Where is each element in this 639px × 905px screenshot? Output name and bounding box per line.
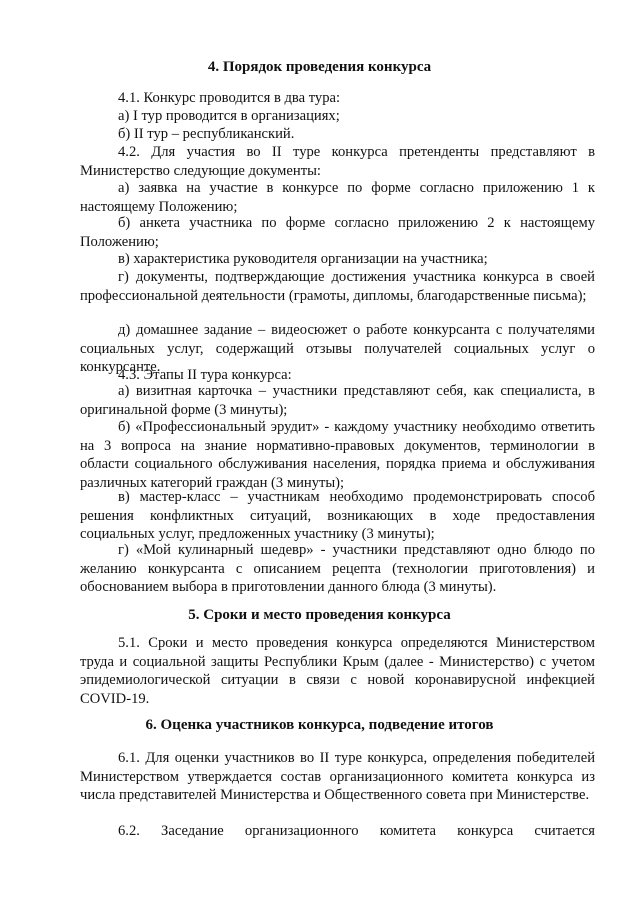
paragraph-4-3-b: б) «Профессиональный эрудит» - каждому участнику необходимо ответить на 3 вопроса на знание нормативно-правовых документов, терминологии в области социального обслуживания населения, порядка приема и обслуживания различных категорий граждан (3 минуты); — [80, 419, 595, 491]
paragraph-4-1: 4.1. Конкурс проводится в два тура: — [118, 90, 341, 106]
paragraph-4-2-a: а) заявка на участие в конкурсе по форме согласно приложению 1 к настоящему Положению; — [80, 180, 595, 215]
paragraph-4-3-c: в) мастер-класс – участникам необходимо продемонстрировать способ решения конфликтных ситуаций, возникающих в ходе предоставления социальных услуг, предложенных участнику (3 минуты); — [80, 489, 595, 543]
paragraph-6-1: 6.1. Для оценки участников во II туре конкурса, определения победителей Министерством утверждается состав организационного комитета конкурса из числа представителей Министерства и Общественного совета при Министерстве. — [80, 750, 595, 804]
paragraph-4-2-d: г) документы, подтверждающие достижения участника конкурса в своей профессиональной деятельности (грамоты, дипломы, благодарственные письма); — [80, 269, 595, 304]
paragraph-5-1: 5.1. Сроки и место проведения конкурса определяются Министерством труда и социальной защиты Республики Крым (далее - Министерство) с учетом эпидемиологической ситуации в связи с новой коронавирусной инфекцией COVID-19. — [80, 635, 595, 707]
paragraph-6-2: 6.2. Заседание организационного комитета конкурса считается — [118, 823, 595, 839]
paragraph-4-3: 4.3. Этапы II тура конкурса: — [118, 367, 292, 383]
paragraph-4-1-b: б) II тур – республиканский. — [118, 126, 295, 142]
section-4-heading: 4. Порядок проведения конкурса — [207, 59, 432, 75]
paragraph-4-2: 4.2. Для участия во II туре конкурса претенденты представляют в Министерство следующие документы: — [80, 144, 595, 179]
paragraph-4-3-d: г) «Мой кулинарный шедевр» - участники представляют одно блюдо по желанию конкурсанта с описанием рецепта (технологии приготовления) и обоснованием выбора в приготовлении данного блюда (3 минуты). — [80, 542, 595, 596]
paragraph-4-2-b: б) анкета участника по форме согласно приложению 2 к настоящему Положению; — [80, 215, 595, 250]
paragraph-4-2-e: д) домашнее задание – видеосюжет о работе конкурсанта с получателями социальных услуг, содержащий отзывы получателей социальных услуг о конкурсанте. — [80, 322, 595, 376]
paragraph-4-1-a: а) I тур проводится в организациях; — [118, 108, 340, 124]
paragraph-4-3-a: а) визитная карточка – участники представляют себя, как специалиста, в оригинальной форме (3 минуты); — [80, 383, 595, 418]
section-6-heading: 6. Оценка участников конкурса, подведение итогов — [145, 717, 494, 733]
section-5-heading: 5. Сроки и место проведения конкурса — [188, 607, 451, 623]
paragraph-4-2-c: в) характеристика руководителя организации на участника; — [118, 251, 488, 267]
